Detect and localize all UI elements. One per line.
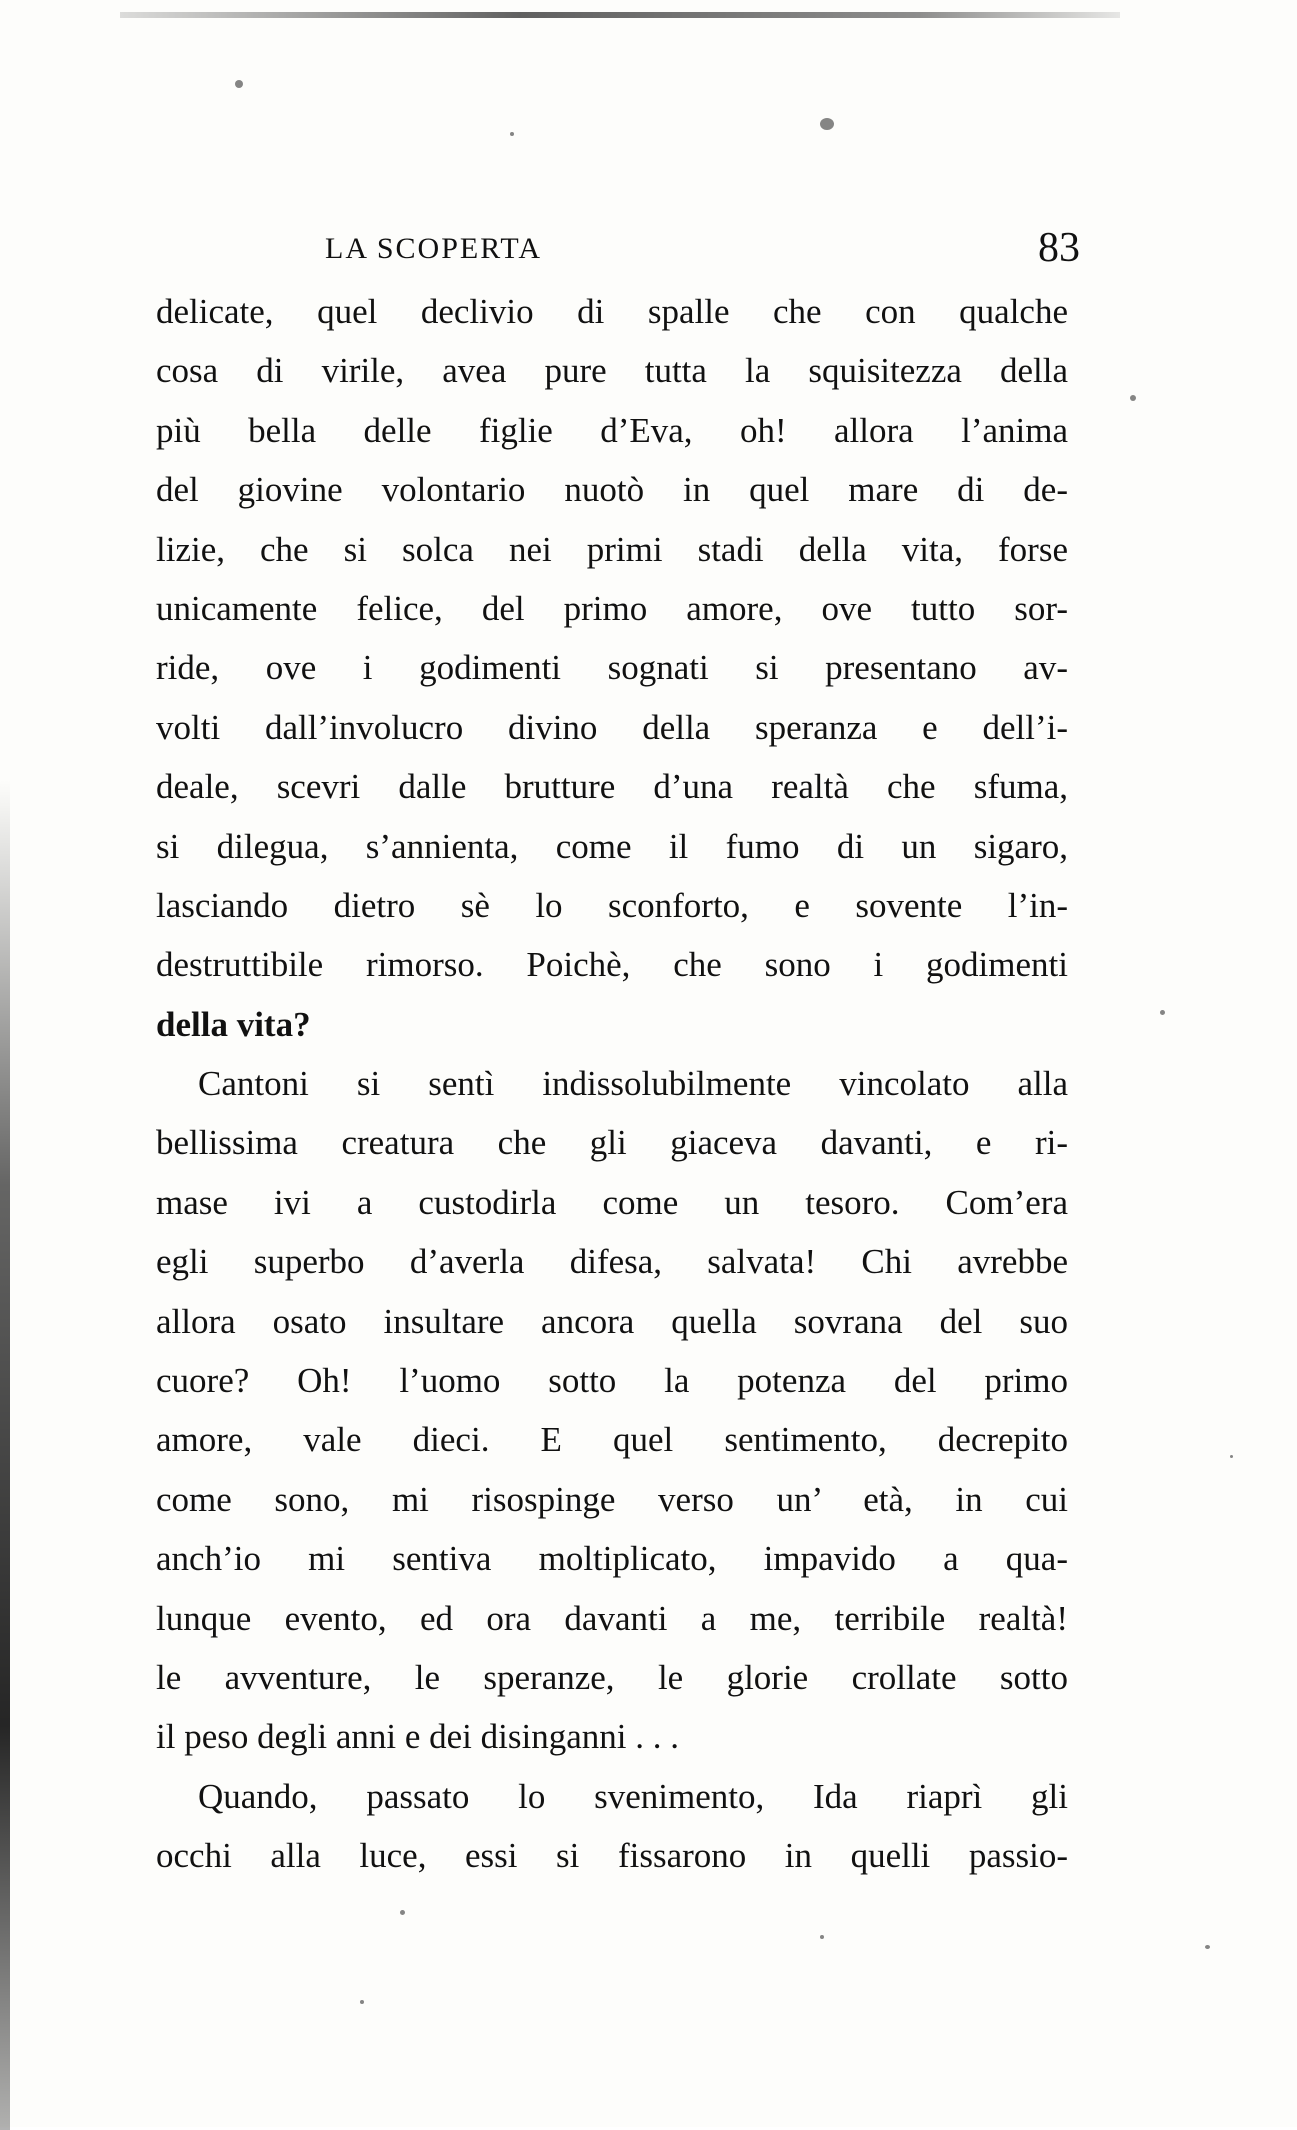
text-line: volti dall’involucro divino della speranza e dell’i- bbox=[156, 707, 1068, 747]
body-text bbox=[156, 282, 1068, 1886]
scan-speck bbox=[1230, 1455, 1233, 1458]
text-line: occhi alla luce, essi si fissarono in quelli passio- bbox=[156, 1836, 1068, 1876]
text-line: unicamente felice, del primo amore, ove tutto sor- bbox=[156, 588, 1068, 628]
text-line: ride, ove i godimenti sognati si presentano av- bbox=[156, 648, 1068, 688]
scan-speck bbox=[820, 1935, 824, 1939]
running-header bbox=[160, 224, 1080, 274]
text-line: mase ivi a custodirla come un tesoro. Com’era bbox=[156, 1182, 1068, 1222]
text-line: lizie, che si solca nei primi stadi della vita, forse bbox=[156, 529, 1068, 569]
text-line: Quando, passato lo svenimento, Ida riaprì gli bbox=[198, 1776, 1068, 1816]
scan-top-edge bbox=[120, 12, 1120, 18]
text-line: della vita? bbox=[156, 1004, 311, 1044]
text-line: anch’io mi sentiva moltiplicato, impavido a qua- bbox=[156, 1539, 1068, 1579]
text-line: come sono, mi risospinge verso un’ età, in cui bbox=[156, 1479, 1068, 1519]
text-line: allora osato insultare ancora quella sovrana del suo bbox=[156, 1301, 1068, 1341]
scan-speck bbox=[510, 132, 514, 136]
text-line: amore, vale dieci. E quel sentimento, decrepito bbox=[156, 1420, 1068, 1460]
text-line: si dilegua, s’annienta, come il fumo di un sigaro, bbox=[156, 826, 1068, 866]
page-number: 83 bbox=[1038, 225, 1080, 271]
scan-speck bbox=[1130, 395, 1136, 401]
text-line: cuore? Oh! l’uomo sotto la potenza del primo bbox=[156, 1361, 1068, 1401]
text-line: bellissima creatura che gli giaceva davanti, e ri- bbox=[156, 1123, 1068, 1163]
text-line: deale, scevri dalle brutture d’una realtà che sfuma, bbox=[156, 767, 1068, 807]
text-line: lunque evento, ed ora davanti a me, terribile realtà! bbox=[156, 1598, 1068, 1638]
text-line: del giovine volontario nuotò in quel mare di de- bbox=[156, 470, 1068, 510]
text-line: cosa di virile, avea pure tutta la squisitezza della bbox=[156, 351, 1068, 391]
scan-left-edge bbox=[0, 780, 10, 2130]
text-line: lasciando dietro sè lo sconforto, e sovente l’in- bbox=[156, 885, 1068, 925]
text-line: destruttibile rimorso. Poichè, che sono i godimenti bbox=[156, 945, 1068, 985]
scan-speck bbox=[400, 1910, 405, 1915]
text-line: le avventure, le speranze, le glorie crollate sotto bbox=[156, 1657, 1068, 1697]
text-line: Cantoni si sentì indissolubilmente vincolato alla bbox=[198, 1064, 1068, 1104]
running-title: LA SCOPERTA bbox=[325, 232, 542, 265]
scan-speck bbox=[820, 118, 834, 130]
text-line: delicate, quel declivio di spalle che con qualche bbox=[156, 292, 1068, 331]
text-line: il peso degli anni e dei disinganni . . . bbox=[156, 1717, 679, 1757]
scan-speck bbox=[1205, 1945, 1210, 1949]
text-line: più bella delle figlie d’Eva, oh! allora l’anima bbox=[156, 410, 1068, 450]
scan-speck bbox=[360, 2000, 364, 2004]
scan-speck bbox=[1160, 1010, 1165, 1015]
scan-speck bbox=[235, 80, 243, 88]
text-line: egli superbo d’averla difesa, salvata! Chi avrebbe bbox=[156, 1242, 1068, 1282]
